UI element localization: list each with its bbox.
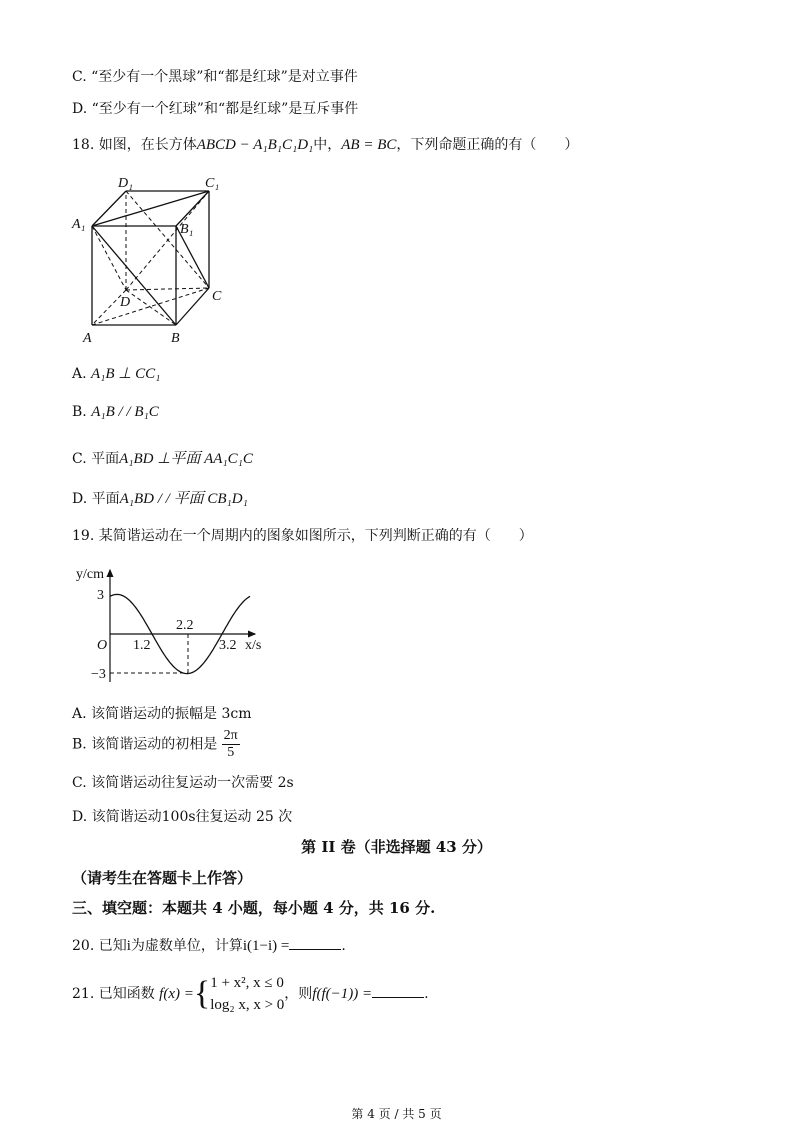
q18-stem-math: ABCD − A₁B₁C₁D₁ [196, 137, 314, 153]
x-tick-1.2: 1.2 [133, 638, 151, 653]
label-B: B [171, 331, 180, 346]
x-tick-2.2: 2.2 [176, 618, 194, 633]
brace: { [193, 975, 211, 1012]
q20-suffix: . [341, 938, 346, 954]
option-letter: D. [72, 491, 88, 507]
denominator: 5 [227, 745, 235, 760]
piecewise-cases [210, 972, 284, 1016]
option-text: 平面 [91, 451, 120, 467]
page-footer: 第 4 页 / 共 5 页 [351, 1107, 442, 1121]
label-C: C [212, 289, 222, 304]
q20-expr: i(1−i) = [242, 938, 290, 954]
q18-stem-math2: AB = BC [341, 137, 397, 153]
option-math: A₁B / / B₁C [91, 404, 159, 420]
option-math: A₁B ⊥ CC₁ [91, 366, 161, 382]
q20-mid: 为虚数单位，计算 [130, 938, 243, 954]
q21-prefix: 21. 已知函数 [72, 986, 155, 1002]
q21-ffx: f(f(−1)) = [312, 986, 373, 1002]
origin-label: O [97, 638, 108, 653]
q19-option-d: D. 该简谐运动100s往复运动 25 次 [72, 809, 293, 825]
q18-stem-mid: 中， [313, 137, 342, 153]
q21 [72, 972, 429, 1016]
option-math: A₁BD ⊥平面 AA₁C₁C [119, 451, 253, 467]
y-tick-neg3: −3 [91, 667, 106, 682]
q18-stem-prefix: 18. 如图，在长方体 [72, 137, 197, 153]
y-tick-3: 3 [97, 588, 104, 603]
part2-title: 第 II 卷（非选择题 43 分） [301, 838, 492, 856]
q21-fx: f(x) = [159, 986, 194, 1002]
q19-option-a: A. 该简谐运动的振幅是 3cm [72, 706, 252, 722]
case-1: 1 + x², x ≤ 0 [210, 975, 284, 991]
label-D: D [120, 295, 131, 310]
q19-stem: 19. 某简谐运动在一个周期内的图象如图所示，下列判断正确的有（ ） [72, 528, 533, 544]
numerator: 2π [223, 728, 238, 743]
option-letter: B. [72, 404, 87, 420]
label-A: A [83, 331, 92, 346]
q20-math-i: i [126, 938, 131, 954]
x-axis-label: x/s [245, 638, 262, 653]
q20 [72, 935, 346, 955]
label-D1: D₁ [118, 176, 133, 191]
option-letter: A. [72, 366, 87, 382]
option-math: A₁BD / / 平面 CB₁D₁ [119, 491, 248, 507]
section-title: 三、填空题：本题共 4 小题，每小题 4 分，共 16 分. [72, 899, 436, 917]
q17-option-d: D. “至少有一个红球”和“都是红球”是互斥事件 [72, 101, 359, 117]
label-A1: A₁ [72, 217, 86, 232]
option-text: B. 该简谐运动的初相是 [72, 736, 218, 753]
q19-option-b [72, 728, 240, 761]
x-tick-3.2: 3.2 [219, 638, 237, 653]
option-text: 平面 [91, 491, 120, 507]
part2-note: （请考生在答题卡上作答） [72, 869, 253, 887]
answer-blank[interactable] [372, 985, 424, 998]
q18-stem-suffix: ，下列命题正确的有（ ） [396, 137, 579, 153]
q17-option-c: C. “至少有一个黑球”和“都是红球”是对立事件 [72, 69, 358, 85]
label-C1: C₁ [205, 176, 220, 191]
answer-blank[interactable] [289, 937, 341, 950]
case-2: log₂ x, x > 0 [210, 997, 285, 1013]
label-B1: B₁ [180, 222, 194, 237]
y-axis-label: y/cm [76, 567, 104, 582]
q19-option-c: C. 该简谐运动往复运动一次需要 2s [72, 775, 294, 791]
q21-mid: ，则 [284, 986, 313, 1002]
option-letter: C. [72, 451, 87, 467]
fraction [222, 728, 240, 761]
q20-prefix: 20. 已知 [72, 938, 127, 954]
q21-suffix: . [424, 986, 429, 1002]
